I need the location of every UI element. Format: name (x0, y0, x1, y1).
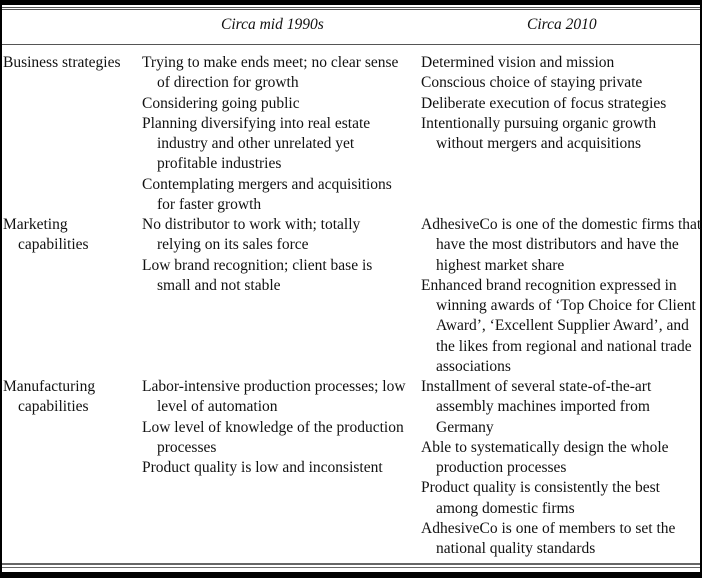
list-item: Planning diversifying into real estate industry and other unrelated yet profitable industries (142, 114, 371, 173)
cell-business-2010 (421, 53, 702, 154)
list-item: Labor-intensive production processes; low level of automation (142, 378, 406, 416)
list-item: No distributor to work with; totally relying on its sales force (142, 216, 361, 254)
row-label-manufacturing-capabilities (3, 377, 123, 418)
list-item: Deliberate execution of focus strategies (421, 94, 667, 112)
list-item: Intentionally pursuing organic growth without mergers and acquisitions (421, 114, 657, 153)
header-rule (2, 44, 700, 45)
cell-manufacturing-1990s (142, 377, 407, 478)
bottom-rule-inner (2, 567, 700, 568)
comparison-table (2, 5, 700, 572)
list-item: Enhanced brand recognition expressed in winning awards of ‘Top Choice for Client Award’, ‘Excellent Supplier Award’, and the likes from regional and national trade associations (421, 276, 696, 376)
list-item: Low level of knowledge of the production processes (142, 418, 404, 456)
list-item: Considering going public (142, 94, 300, 112)
list-item: Product quality is consistently the best among domestic firms (421, 479, 660, 517)
cell-marketing-1990s (142, 215, 407, 296)
list-item: Trying to make ends meet; no clear sense of direction for growth (142, 54, 399, 92)
cell-business-1990s (142, 53, 407, 215)
list-item: Contemplating mergers and acquisitions for faster growth (142, 175, 392, 214)
list-item: Conscious choice of staying private (421, 74, 643, 92)
list-item: Low brand recognition; client base is small and not stable (142, 256, 373, 294)
row-label-text: Manufacturing capabilities (3, 378, 96, 416)
bottom-rule (2, 563, 700, 565)
top-rule (2, 7, 700, 8)
top-rule-inner (2, 9, 700, 10)
list-item: Product quality is low and inconsistent (142, 459, 383, 477)
column-header-2010: Circa 2010 (527, 16, 597, 33)
list-item: AdhesiveCo is one of members to set the national quality standards (421, 520, 676, 558)
cell-marketing-2010 (421, 215, 702, 377)
row-label-text: Marketing capabilities (3, 216, 89, 254)
cell-manufacturing-2010 (421, 377, 702, 560)
row-label-marketing-capabilities (3, 215, 123, 256)
row-label-business-strategies (3, 53, 123, 73)
row-label-text: Business strategies (3, 54, 121, 71)
list-item: Installment of several state-of-the-art assembly machines imported from Germany (421, 378, 652, 436)
list-item: Able to systematically design the whole production processes (421, 438, 669, 477)
list-item: AdhesiveCo is one of the domestic firms that have the most distributors and have the highest market share (421, 216, 702, 274)
list-item: Determined vision and mission (421, 54, 615, 71)
column-header-mid-1990s: Circa mid 1990s (221, 16, 324, 33)
